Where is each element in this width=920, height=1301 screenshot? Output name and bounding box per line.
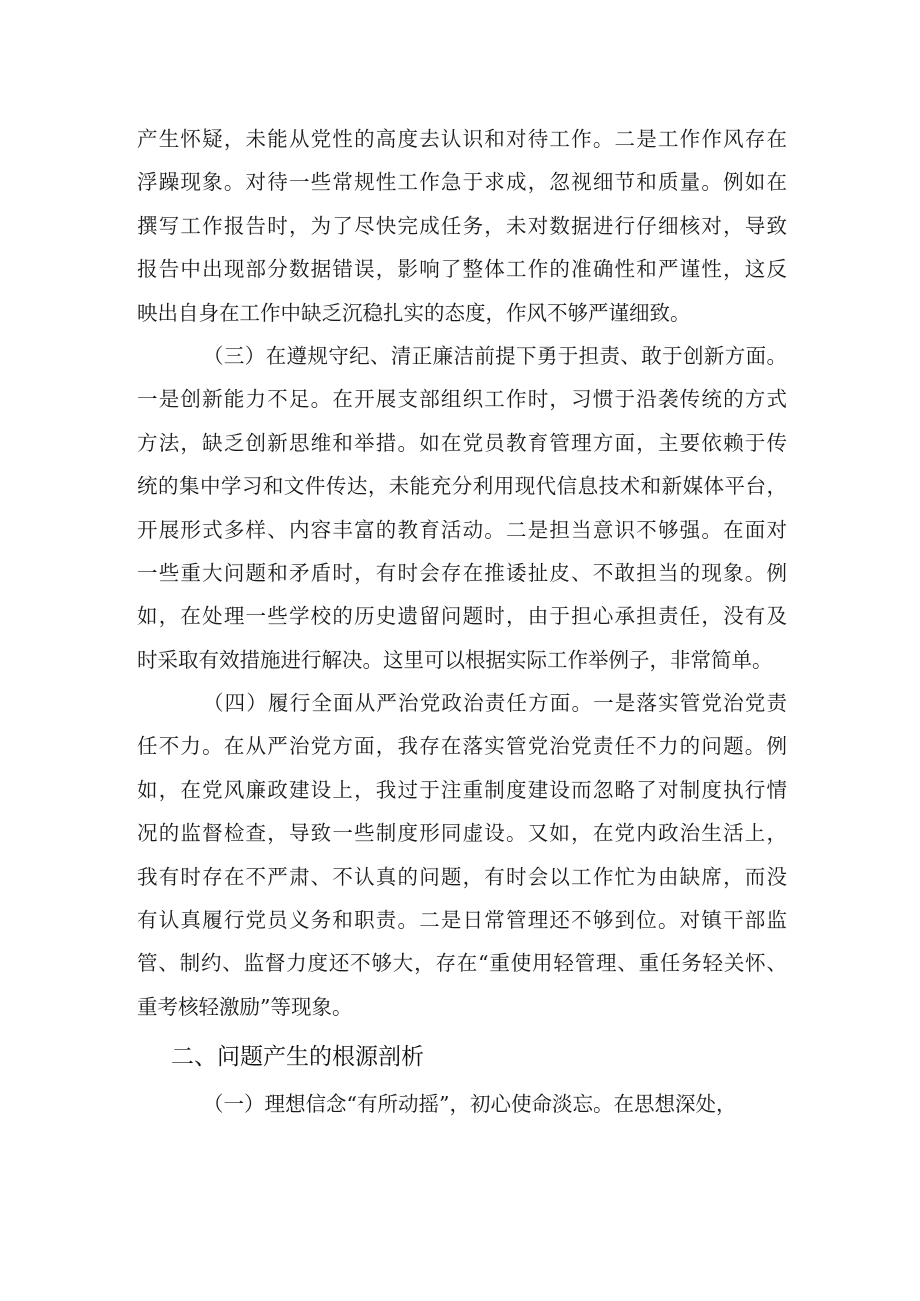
paragraph-line: 任不力。在从严治党方面，我存在落实管党治党责任不力的问题。例 — [137, 734, 787, 759]
document-body — [137, 118, 787, 1127]
paragraph-4 — [137, 1083, 787, 1126]
paragraph-line: 方法，缺乏创新思维和举措。如在党员教育管理方面，主要依赖于传 — [137, 430, 787, 455]
paragraph-line: （一）理想信念“有所动摇”，初心使命淡忘。在思想深处， — [203, 1092, 737, 1117]
paragraph-line: 有认真履行党员义务和职责。二是日常管理还不够到位。对镇干部监 — [137, 908, 787, 933]
paragraph-line: 产生怀疑，未能从党性的高度去认识和对待工作。二是工作作风存在 — [137, 127, 787, 151]
paragraph-line: 时采取有效措施进行解决。这里可以根据实际工作举例子，非常简单。 — [137, 647, 773, 672]
paragraph-line: 一些重大问题和矛盾时，有时会存在推诿扯皮、不敢担当的现象。例 — [137, 560, 787, 585]
paragraph-line: 如，在处理一些学校的历史遗留问题时，由于担心承担责任，没有及 — [137, 604, 787, 629]
paragraph-line: 映出自身在工作中缺乏沉稳扎实的态度，作风不够严谨细致。 — [137, 300, 691, 325]
paragraph-line: 如，在党风廉政建设上，我过于注重制度建设而忽略了对制度执行情 — [137, 777, 787, 802]
paragraph-line: 浮躁现象。对待一些常规性工作急于求成，忽视细节和质量。例如在 — [137, 170, 787, 195]
paragraph-3 — [137, 682, 787, 1029]
paragraph-line: 重考核轻激励”等现象。 — [137, 994, 353, 1019]
paragraph-line: 开展形式多样、内容丰富的教育活动。二是担当意识不够强。在面对 — [137, 517, 787, 542]
paragraph-line: 撰写工作报告时，为了尽快完成任务，未对数据进行仔细核对，导致 — [137, 213, 787, 238]
section-heading: 二、问题产生的根源剖析 — [171, 1044, 424, 1071]
paragraph-line: 管、制约、监督力度还不够大，存在“重使用轻管理、重任务轻关怀、 — [137, 951, 787, 976]
paragraph-line: 一是创新能力不足。在开展支部组织工作时，习惯于沿袭传统的方式 — [137, 387, 787, 412]
paragraph-line: 统的集中学习和文件传达，未能充分利用现代信息技术和新媒体平台， — [137, 474, 787, 499]
paragraph-2 — [137, 335, 787, 682]
paragraph-line: 我有时存在不严肃、不认真的问题，有时会以工作忙为由缺席，而没 — [137, 864, 787, 889]
paragraph-1 — [137, 118, 787, 335]
paragraph-line: 报告中出现部分数据错误，影响了整体工作的准确性和严谨性，这反 — [137, 257, 787, 282]
paragraph-line: （四）履行全面从严治党政治责任方面。一是落实管党治党责 — [203, 691, 787, 716]
paragraph-line: （三）在遵规守纪、清正廉洁前提下勇于担责、敢于创新方面。 — [203, 343, 787, 368]
paragraph-line: 况的监督检查，导致一些制度形同虚设。又如，在党内政治生活上， — [137, 821, 787, 846]
